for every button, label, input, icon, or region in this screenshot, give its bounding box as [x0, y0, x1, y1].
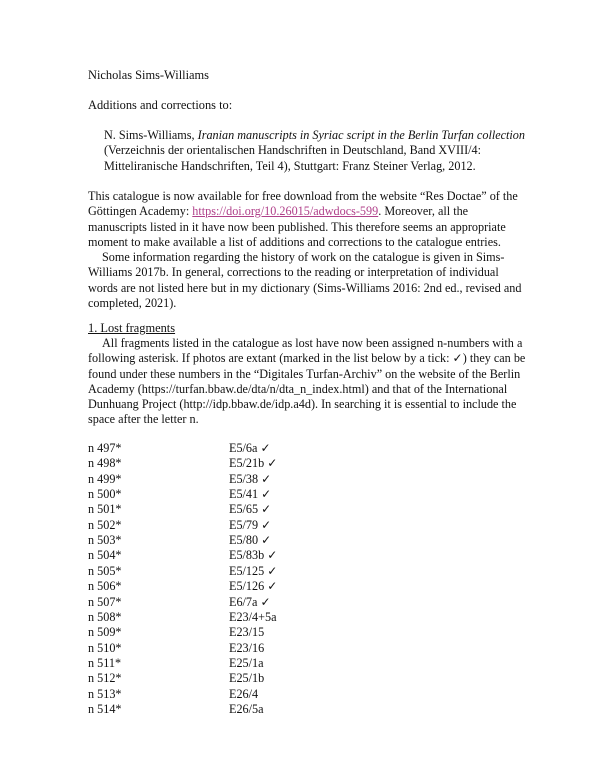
fragment-e-number: E25/1a: [229, 655, 264, 670]
citation-title: Iranian manuscripts in Syriac script in the Berlin Turfan collection: [197, 128, 525, 142]
fragment-row: [88, 656, 388, 671]
citation: [104, 128, 532, 174]
paragraph-availability: [88, 189, 528, 311]
section-heading-lost-fragments: 1. Lost fragments: [88, 321, 176, 335]
fragment-n-number: n 507*: [88, 594, 122, 609]
fragment-n-number: n 509*: [88, 625, 122, 640]
fragment-e-number: E5/41 ✓: [229, 487, 272, 502]
fragment-n-number: n 506*: [88, 579, 122, 594]
doi-link[interactable]: https://doi.org/10.26015/adwdocs-599: [192, 204, 379, 219]
fragment-row: [88, 687, 388, 702]
fragment-row: [88, 595, 388, 610]
fragment-n-number: n 497*: [88, 441, 122, 455]
fragment-e-number: E5/6a ✓: [229, 441, 271, 455]
fragment-n-number: n 501*: [88, 502, 122, 517]
citation-author: N. Sims-Williams,: [104, 128, 198, 142]
fragment-n-number: n 511*: [88, 655, 122, 670]
author-name: Nicholas Sims-Williams: [88, 68, 209, 82]
fragment-e-number: E5/83b ✓: [229, 548, 278, 563]
intro-line: Additions and corrections to:: [88, 98, 233, 112]
fragment-e-number: E6/7a ✓: [229, 594, 271, 609]
fragment-row: [88, 625, 388, 640]
fragment-e-number: E23/15: [229, 625, 265, 640]
fragment-row: [88, 564, 388, 579]
fragment-row: [88, 533, 388, 548]
fragment-row: [88, 671, 388, 686]
fragment-n-number: n 505*: [88, 563, 122, 578]
fragment-row: [88, 610, 388, 625]
fragment-row: [88, 441, 388, 456]
fragment-n-number: n 514*: [88, 701, 122, 716]
fragment-e-number: E5/79 ✓: [229, 517, 272, 532]
fragment-e-number: E23/16: [229, 640, 265, 655]
citation-details: (Verzeichnis der orientalischen Handschriften in Deutschland, Band XVIII/4: Mitteliranische Handschriften, Teil 4), Stuttgart: Franz Steiner Verlag, 2012.: [104, 143, 482, 173]
fragment-n-number: n 508*: [88, 609, 122, 624]
fragment-e-number: E5/125 ✓: [229, 563, 278, 578]
fragment-e-number: E5/65 ✓: [229, 502, 272, 517]
fragment-n-number: n 510*: [88, 640, 122, 655]
fragment-row: [88, 641, 388, 656]
lost-fragments-text: All fragments listed in the catalogue as lost have now been assigned n-numbers with a following asterisk. If photos are extant (marked in the list below by a tick: ✓) they can be found under these numbers in the “Digitales Turfan-Archiv” on the website of the Berlin Academy (https://turfan.bbaw.de/dta/n/dta_n_index.html) and that of the International Dunhuang Project (http://idp.bbaw.de/idp.a4d). In searching it is essential to include the space after the letter n.: [88, 336, 526, 427]
section-body-lost-fragments: [88, 336, 528, 428]
fragment-e-number: E26/4: [229, 686, 259, 701]
fragment-row: [88, 502, 388, 517]
fragment-n-number: n 504*: [88, 548, 122, 563]
fragment-e-number: E5/126 ✓: [229, 579, 278, 594]
para1-text-end: . Moreover, all the manuscripts listed in it have now been published. This therefore seems an appropriate moment to make available a list of additions and corrections to the catalogue entries.: [88, 204, 506, 249]
fragment-n-number: n 498*: [88, 456, 122, 471]
fragment-n-number: n 513*: [88, 686, 122, 701]
fragment-e-number: E26/5a: [229, 701, 264, 716]
fragment-row: [88, 487, 388, 502]
fragment-n-number: n 499*: [88, 471, 122, 486]
fragment-n-number: n 512*: [88, 671, 122, 686]
fragment-row: [88, 548, 388, 563]
fragment-row: [88, 456, 388, 471]
fragment-n-number: n 500*: [88, 487, 122, 502]
fragment-e-number: E5/80 ✓: [229, 533, 272, 548]
fragment-n-number: n 502*: [88, 517, 122, 532]
fragment-e-number: E5/38 ✓: [229, 471, 272, 486]
fragment-row: [88, 472, 388, 487]
fragment-e-number: E25/1b: [229, 671, 265, 686]
fragment-n-number: n 503*: [88, 533, 122, 548]
fragment-row: [88, 579, 388, 594]
fragment-e-number: E5/21b ✓: [229, 456, 278, 471]
fragment-row: [88, 702, 388, 717]
fragment-row: [88, 518, 388, 533]
fragment-e-number: E23/4+5a: [229, 609, 277, 624]
para1-text-start: This catalogue is now available for free download from the website “Res Doctae” of the Göttingen Academy:: [88, 189, 518, 219]
paragraph-history: Some information regarding the history of work on the catalogue is given in Sims-Williams 2017b. In general, corrections to the reading or interpretation of individual words are not listed here but in my dictionary (Sims-Williams 2016: 2nd ed., revised and completed, 2021).: [88, 250, 522, 311]
